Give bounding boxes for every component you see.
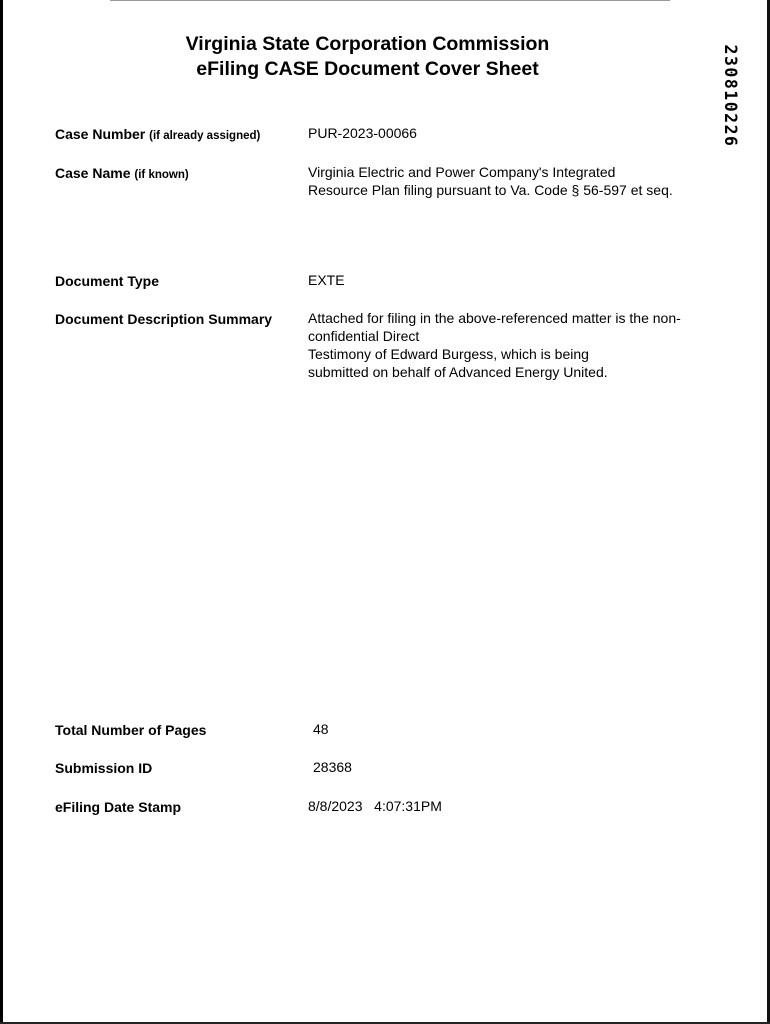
case-name-label-note: (if known): [134, 169, 189, 181]
case-name-label: [55, 164, 189, 184]
document-type-label: Document Type: [55, 273, 159, 289]
scan-border-top: [110, 0, 670, 1]
date-stamp-label: eFiling Date Stamp: [55, 799, 182, 815]
date-stamp-time: 4:07:31PM: [374, 798, 442, 814]
case-number-label-text: Case Number: [55, 126, 146, 142]
scan-border-left: [0, 0, 3, 1024]
case-name-label-text: Case Name: [55, 165, 131, 181]
title-line-2: eFiling CASE Document Cover Sheet: [196, 58, 539, 80]
document-description-line-1: Attached for filing in the above-referenced matter is the non-confidential Direct: [308, 310, 681, 344]
case-name-value: Virginia Electric and Power Company's Integrated Resource Plan filing pursuant to Va. Code § 56-597 et seq.: [308, 164, 673, 198]
submission-id-label: Submission ID: [55, 760, 153, 776]
document-description-label: Document Description Summary: [55, 311, 273, 327]
date-stamp-value: [308, 797, 442, 815]
total-pages-value: 48: [313, 721, 329, 737]
document-description-line-2: Testimony of Edward Burgess, which is being submitted on behalf of Advanced Energy United.: [308, 346, 608, 380]
total-pages-label: Total Number of Pages: [55, 722, 207, 738]
document-title: [0, 32, 735, 82]
document-description-value: [308, 309, 688, 381]
case-number-value: PUR-2023-00066: [308, 125, 417, 141]
case-number-label: [55, 125, 260, 145]
case-number-label-note: (if already assigned): [149, 130, 261, 142]
filing-stamp-number: 230810226: [721, 44, 740, 148]
date-stamp-date: 8/8/2023: [308, 798, 363, 814]
document-type-value: EXTE: [308, 272, 345, 288]
submission-id-value: 28368: [313, 759, 352, 775]
title-line-1: Virginia State Corporation Commission: [185, 33, 550, 55]
